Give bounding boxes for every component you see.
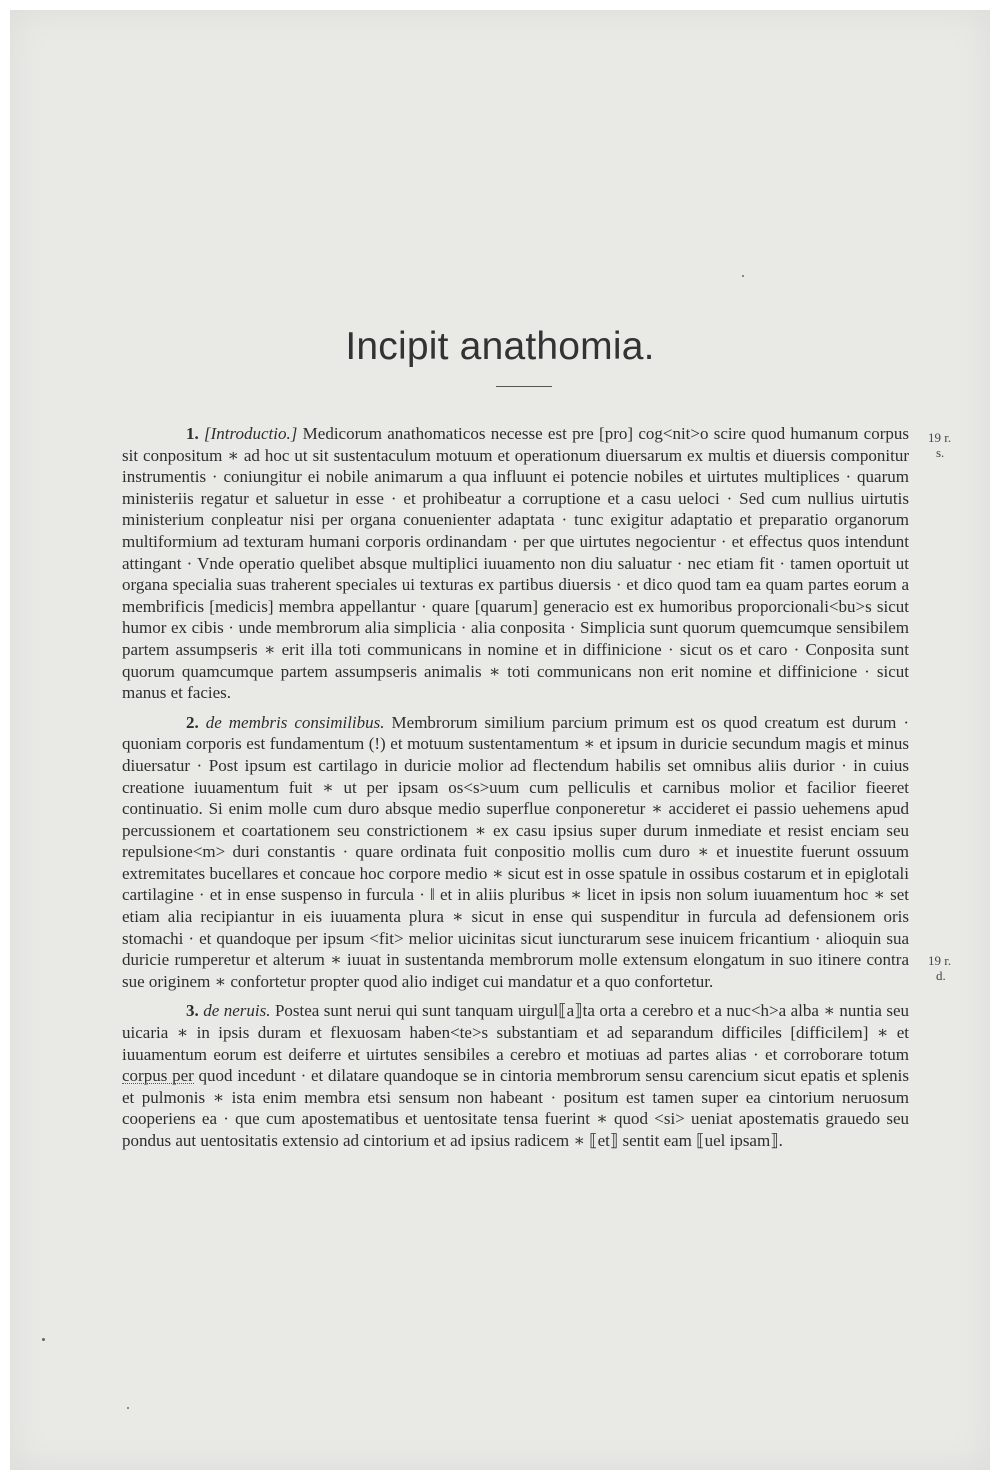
paragraph-text: Medicorum anathomaticos necesse est pre [pro] cog<nit>o scire quod humanum corpus sit conpositum ∗ ad hoc ut sit sustentaculum motuum et operationum diuersarum ex multis et diuersis componitur instrumentis · coniungitur ei nobile animarum a qua influunt ei potencie nobiles et uirtutes multiplices · quarum ministeriis regatur et saluetur in esse · et prohibeatur a corruptione et a casu ueloci · Sed cum nullius uirtutis ministerium conpleatur nisi per organa conuenienter adaptata · tunc exigitur adaptatio et preparatio organorum multiformium ad texturam humani corporis ordinandam · per que uirtutes negocientur · et effectus quos intendunt attingant · Vnde operatio quelibet absque multiplici iuuamento non diu saluatur · nec etiam fit · tamen oportuit ut organa specialia suas traherent speciales ui texturas ex partibus diuersis · et dico quod tam ea quam partes eorum a membrificis [medicis] membra appellantur · quare [quarum] generacio est ex humoribus proporcionali<bu>s sicut humor ex cibis · unde membrorum alia simplicia · alia conposita · Simplicia sunt quorum quemcumque sensibilem partem assumpseris ∗ erit illa toti communicans in nomine et in diffinicione · sicut os et caro · Conposita sunt quorum quamcumque partem assumpseris animalis ∗ toti communicans non erit nomine et diffinicione · sicut manus et facies. — [122, 424, 910, 703]
margin-note-line: 19 r. — [928, 430, 952, 445]
section-separator — [122, 1083, 194, 1084]
paragraph-number: 2. — [186, 712, 199, 732]
margin-note-line: s. — [936, 445, 945, 460]
paragraph-number: 3. — [186, 1001, 199, 1021]
paragraph-heading: de membris consimilibus. — [205, 712, 385, 732]
paragraph-neruis — [122, 1000, 909, 1151]
margin-note-folio — [928, 953, 951, 983]
title-rule — [496, 386, 552, 387]
paragraph-membris-consimilibus — [122, 712, 909, 993]
paragraph-heading: [Introductio.] — [204, 424, 298, 443]
body-text — [122, 423, 909, 1160]
paragraph-heading: de neruis. — [203, 1001, 271, 1021]
paper-speck — [42, 1338, 45, 1341]
paragraph-introductio — [122, 423, 909, 704]
paragraph-text: Membrorum similium parcium primum est os quod creatum est durum · quoniam corporis est fundamentum (!) et motuum sustentamentum ∗ et ipsum in duricie secundum magis et minus diuersatur · Post ipsum est cartilago in duricie molior ad flectendum habilis set omnibus aliis durior · in cuius creatione iuuamentum fuit ∗ ut per ipsam os<s>uum cum pelliculis et carnibus molior et facilior fieeret continuatio. Si enim molle cum duro absque medio superflue conponeretur ∗ accideret ei passio uehemens apud percussionem et coartationem seu constrictionem ∗ ex casu ipsius super durum inmediate et resist enciam seu repulsione<m> duri constantis · quare ordinata fuit conpositio mollis cum duro ∗ et inuestite fuerunt ossuum extremitates bucellares et concaue hoc corpore medio ∗ sicut est in osse spatule in ossibus costarum et in epiglotali cartilagine · et in ense suspenso in furcula · ‖ et in aliis pluribus ∗ licet in ipsis non solum iuuamentum hoc ∗ set etiam alia recipiantur in eis iuuamenta plura ∗ sicut in ense qui suspenditur in furcula ad defensionem oris stomachi · et quandoque per ipsum <fit> melior uicinitas sicut iuncturarum sese inuicem fricantium · alioquin sua duricie rumperetur et alterum ∗ iuuat in sustentanda membrorum molle extensum elongatum in suo itinere contra sue originem ∗ confortetur propter quod alio indiget cui mandatur et a quo confortetur. — [122, 712, 910, 991]
margin-note-folio — [928, 430, 951, 460]
paragraph-number: 1. — [186, 424, 199, 443]
margin-note-line: d. — [936, 968, 946, 983]
paper-speck — [127, 1407, 129, 1409]
paragraph-text: Postea sunt nerui qui sunt tanquam uirgul⟦a⟧ta orta a cerebro et a nuc<h>a alba ∗ nuntia seu uicaria ∗ in ipsis duram et flexuosam haben<te>s substantiam et ad separandum difficiles [difficilem] ∗ et iuuamentum eorum est deiferre et uirtutes sensibiles a cerebro et motiuas ad partes alias · et corroborare totum corpus per quod incedunt · et dilatare quandoque se in cintoria membrorum sensu carencium sicut epatis et splenis et pulmonis ∗ ista enim membra etsi sensum non habeant · positum est tamen super ea cintorium neruosum cooperiens ea · que cum apostematibus et uentositate tensa fuerint ∗ quod <si> ueniat apostematis grauedo seu pondus aut uentositatis extensio ad cintorium et ad ipsius radicem ∗ ⟦et⟧ sentit eam ⟦uel ipsam⟧. — [122, 1001, 910, 1150]
margin-note-line: 19 r. — [928, 953, 952, 968]
paper-speck — [742, 275, 744, 277]
page-title: Incipit anathomia. — [345, 325, 655, 368]
